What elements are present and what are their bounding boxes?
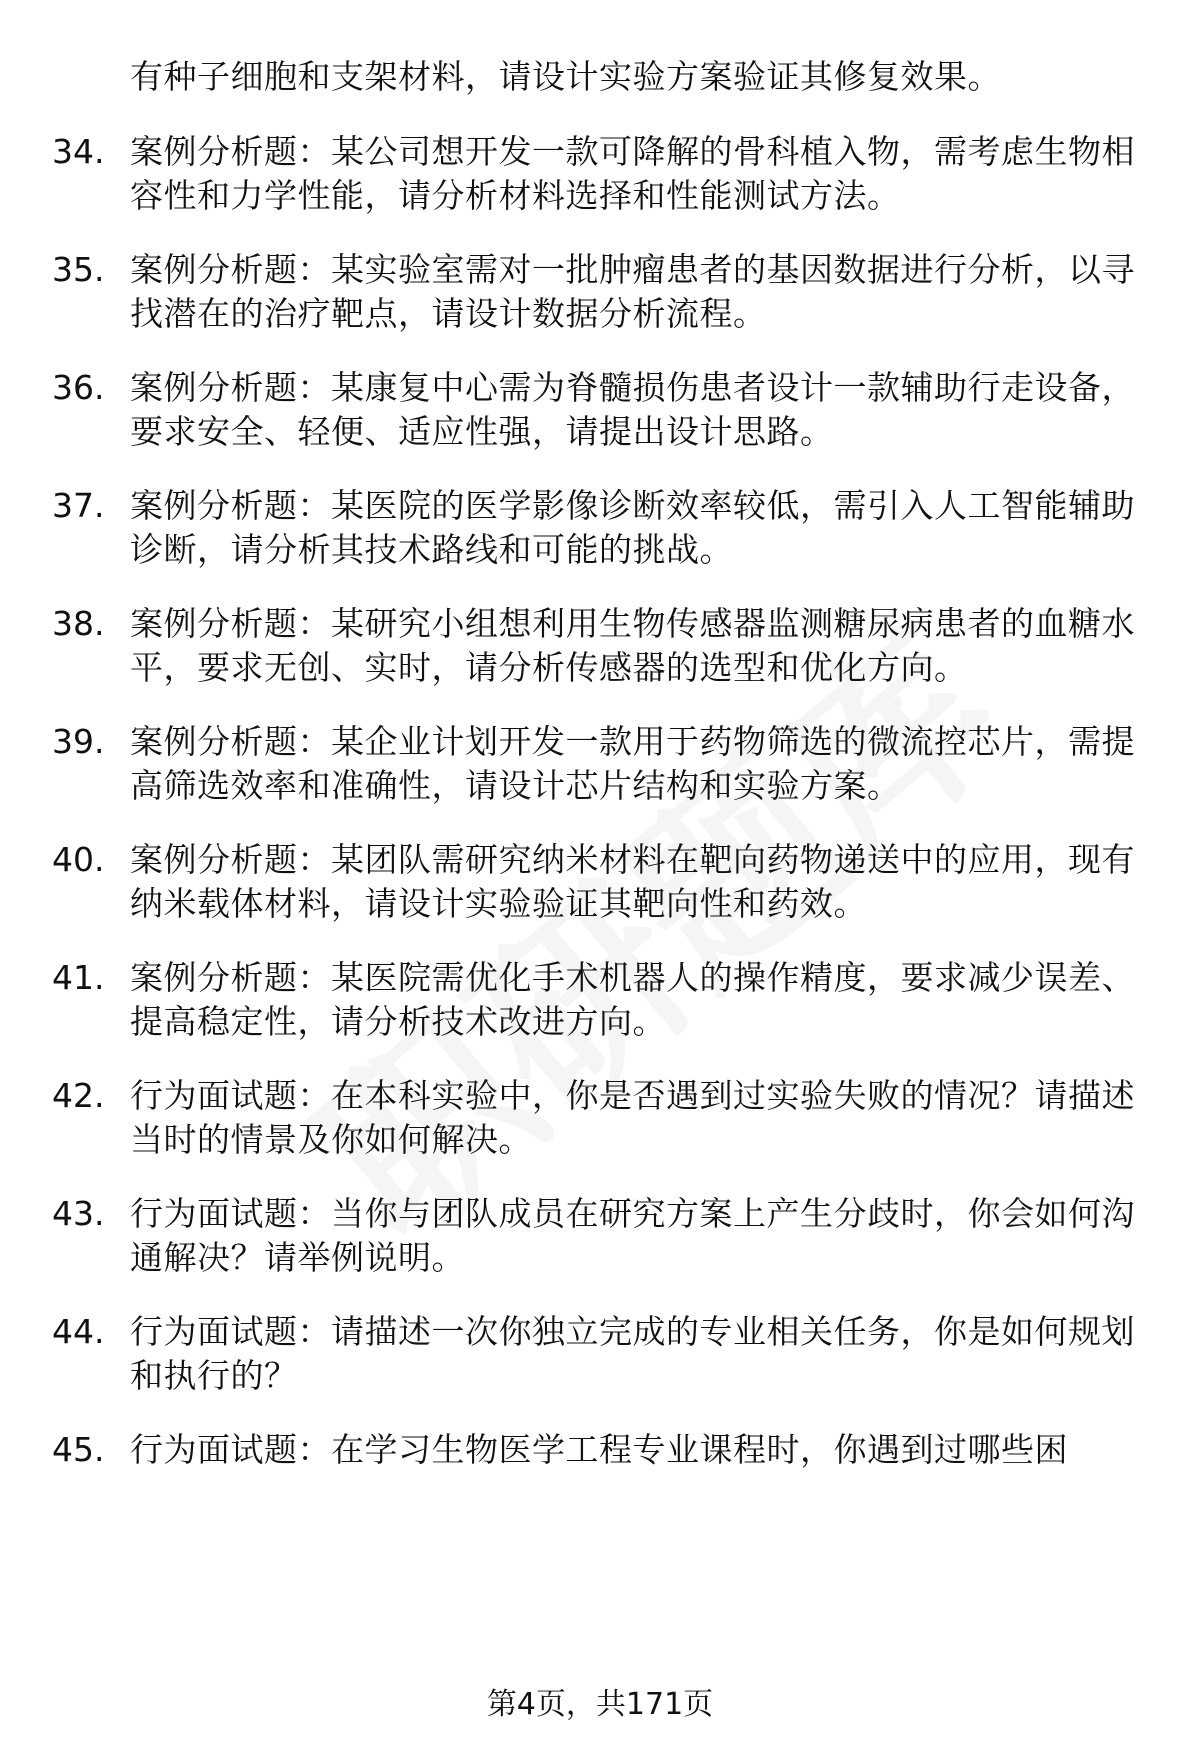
question-number: 42. <box>52 1076 105 1115</box>
question-text: 行为面试题：当你与团队成员在研究方案上产生分歧时，你会如何沟通解决？请举例说明。 <box>130 1194 1135 1277</box>
page-number-footer: 第4页，共171页 <box>486 1687 714 1722</box>
question-text: 案例分析题：某康复中心需为脊髓损伤患者设计一款辅助行走设备，要求安全、轻便、适应性强，请提出设计思路。 <box>130 368 1135 451</box>
question-text: 案例分析题：某医院的医学影像诊断效率较低，需引入人工智能辅助诊断，请分析其技术路线和可能的挑战。 <box>130 486 1135 569</box>
question-number: 45. <box>52 1430 105 1469</box>
question-number: 38. <box>52 604 105 643</box>
question-number: 35. <box>52 250 105 289</box>
question-text: 行为面试题：在学习生物医学工程专业课程时，你遇到过哪些困 <box>130 1430 1068 1469</box>
question-text: 行为面试题：在本科实验中，你是否遇到过实验失败的情况？请描述当时的情景及你如何解决。 <box>130 1076 1135 1159</box>
question-number: 37. <box>52 486 105 525</box>
question-text: 案例分析题：某医院需优化手术机器人的操作精度，要求减少误差、提高稳定性，请分析技术改进方向。 <box>130 958 1135 1041</box>
question-text: 案例分析题：某公司想开发一款可降解的骨科植入物，需考虑生物相容性和力学性能，请分析材料选择和性能测试方法。 <box>130 132 1135 215</box>
question-number: 36. <box>52 368 105 407</box>
question-text: 案例分析题：某团队需研究纳米材料在靶向药物递送中的应用，现有纳米载体材料，请设计实验验证其靶向性和药效。 <box>130 840 1135 923</box>
continuation-text: 有种子细胞和支架材料，请设计实验方案验证其修复效果。 <box>130 57 1001 96</box>
question-number: 43. <box>52 1194 105 1233</box>
question-number: 41. <box>52 958 105 997</box>
question-text: 行为面试题：请描述一次你独立完成的专业相关任务，你是如何规划和执行的？ <box>130 1312 1135 1395</box>
question-text: 案例分析题：某研究小组想利用生物传感器监测糖尿病患者的血糖水平，要求无创、实时，请分析传感器的选型和优化方向。 <box>130 604 1135 687</box>
question-number: 39. <box>52 722 105 761</box>
question-number: 44. <box>52 1312 105 1351</box>
question-number: 34. <box>52 132 105 171</box>
question-text: 案例分析题：某实验室需对一批肿瘤患者的基因数据进行分析，以寻找潜在的治疗靶点，请设计数据分析流程。 <box>130 250 1135 333</box>
question-text: 案例分析题：某企业计划开发一款用于药物筛选的微流控芯片，需提高筛选效率和准确性，请设计芯片结构和实验方案。 <box>130 722 1135 805</box>
question-number: 40. <box>52 840 105 879</box>
